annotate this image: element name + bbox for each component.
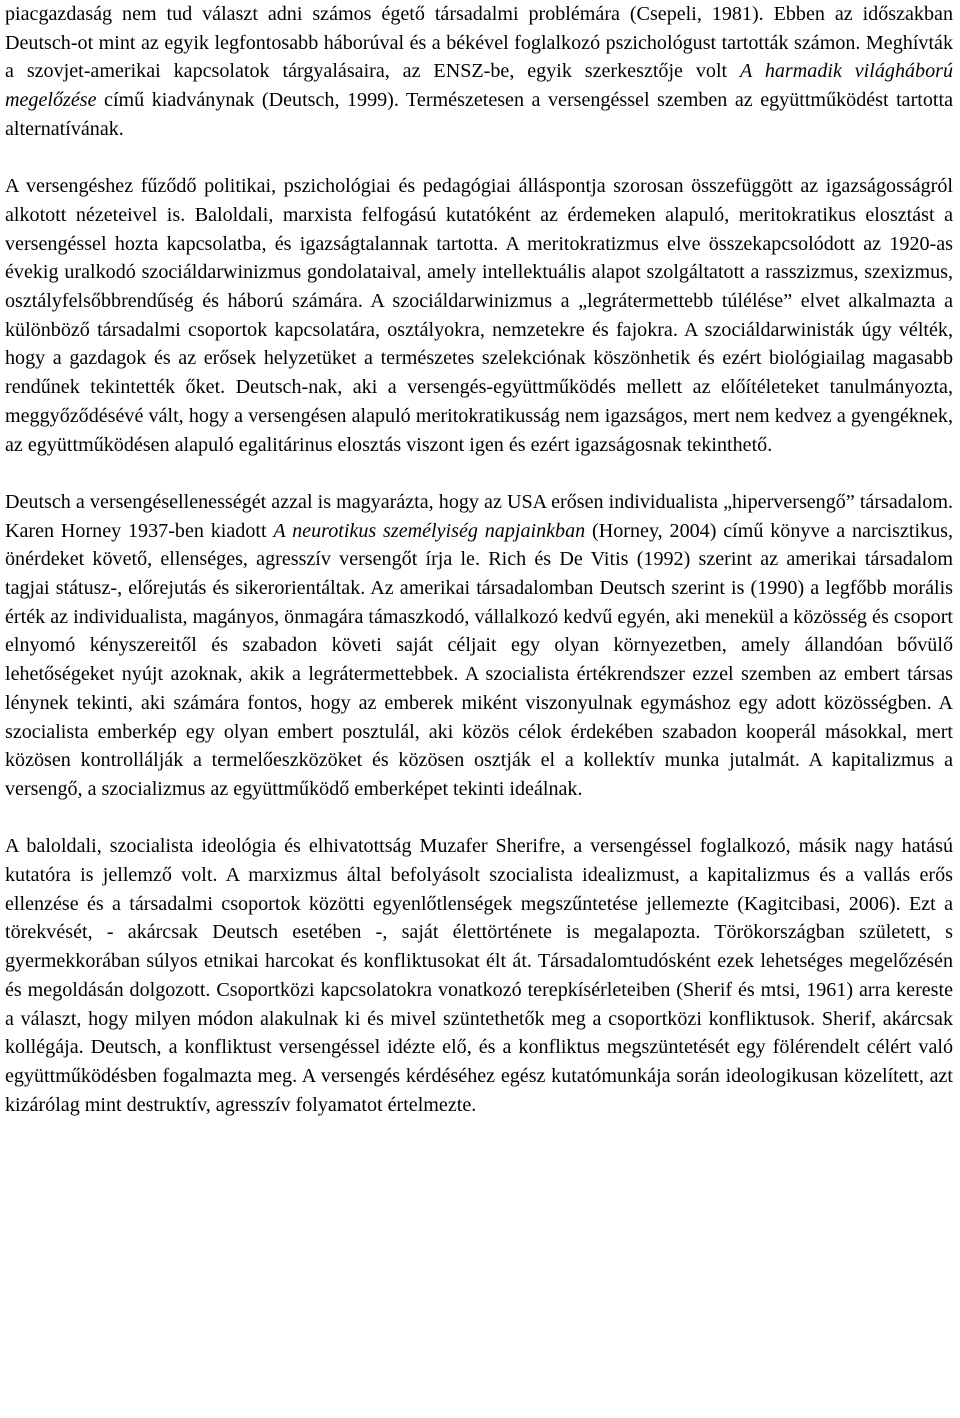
book-title-italic: A neurotikus személyiség napjainkban — [273, 519, 586, 542]
paragraph-spacer — [5, 804, 953, 833]
paragraph-spacer — [5, 144, 953, 173]
paragraph-1-text-a: piacgazdaság nem tud választ adni számos égető társadalmi problémára (Csepeli, 1981). Ebben az időszakban Deutsch-ot mint az egyik legfontosabb háborúval és a békével foglalkozó pszichológust tartották számon. Meghívták a szovjet-amerikai kapcsolatok tárgyalásaira, az ENSZ-be, egyik szerkesztője volt — [5, 3, 953, 83]
paragraph-3-text-b: (Horney, 2004) című könyve a narcisztikus, önérdeket követő, ellenséges, agresszív versengőt írja le. Rich és De Vitis (1992) szerint az amerikai társadalom tagjai státusz-, előrejutás és sikerorientáltak. Az amerikai társadalomban Deutsch szerint is (1990) a legfőbb morális érték az individualista, magányos, önmagára támaszkodó, vállalkozó kedvű egyén, aki menekül a közösség és csoport elnyomó kényszereitől és szabadon követi saját céljait egy olyan környezetben, amely állandóan bővülő lehetőségeket nyújt azoknak, akik a legrátermettebbek. A szocialista értékrendszer ezzel szemben az embert társas lénynek tekinti, aki számára fontos, hogy az emberek miként viszonyulnak egymáshoz egy adott közösségben. A szocialista emberkép egy olyan embert posztulál, aki közös célok érdekében szabadon kooperál másokkal, mert közösen kontrollálják a termelőeszközöket és közösen osztják el a kollektív munka jutalmát. A kapitalizmus a versengő, a szocializmus az együttműködő emberképet tekinti ideálnak. — [5, 519, 953, 800]
paragraph-4-text: A baloldali, szocialista ideológia és elhivatottság Muzafer Sherifre, a versengéssel foglalkozó, másik nagy hatású kutatóra is jellemző volt. A marxizmus által befolyásolt szocialista idealizmust, a kapitalizmus és a vallás erős ellenzése és a társadalmi csoportok közötti egyenlőtlenségek megszűntetése jellemezte (Kagitcibasi, 2006). Ezt a törekvését, - akárcsak Deutsch esetében -, saját élettörténete is megalapozta. Törökországban született, s gyermekkorában súlyos etnikai harcokat és konfliktusokat élt át. Társadalomtudósként ezek lehetséges megelőzésén és megoldásán dolgozott. Csoportközi kapcsolatokra vonatkozó terepkísérleteiben (Sherif és mtsi, 1961) arra kereste a választ, hogy milyen módon alakulnak ki és mivel szüntethetők meg a csoportközi konfliktusok. Sherif, akárcsak kollégája. Deutsch, a konfliktust versengéssel idézte elő, és a konfliktus megszüntetését egy fölérendelt célért való együttműködésben fogalmazta meg. A versengés kérdéséhez egész kutatómunkája során ideologikusan közelített, azt kizárólag mint destruktív, agresszív folyamatot értelmezte. — [5, 835, 953, 1116]
paragraph-3 — [5, 488, 953, 804]
paragraph-3-text-a: Deutsch a versengésellenességét azzal is magyarázta, hogy az USA erősen individualista „hiperversengő” társadalom. Karen Horney 1937-ben kiadott — [5, 490, 953, 542]
book-title-italic: A harmadik világháború megelőzése — [5, 60, 953, 112]
paragraph-2-text: A versengéshez fűződő politikai, pszichológiai és pedagógiai álláspontja szorosan összefüggött az igazságosságról alkotott nézeteivel is. Baloldali, marxista felfogású kutatóként az érdemeken alapuló, meritokratikus elosztást a versengéssel hozta kapcsolatba, és igazságtalannak tartotta. A meritokratizmus elve összekapcsolódott az 1920-as évekig uralkodó szociáldarwinizmus gondolataival, amely intellektuális alapot szolgáltatott a rasszizmus, szexizmus, osztályfelsőbbrendűség és háború számára. A szociáldarwinizmus a „legrátermettebb túlélése” elvet alkalmazta a különböző társadalmi csoportok kapcsolatára, osztályokra, nemzetekre és fajokra. A szociáldarwinisták úgy vélték, hogy a gazdagok és az erősek helyzetüket a természetes szelekciónak köszönhetik és ezért biológiailag magasabb rendűnek tekintették őket. Deutsch-nak, aki a versengés-együttműködés mellett az előítéleteket tanulmányozta, meggyőződésévé vált, hogy a versengésen alapuló meritokratikusság nem igazságos, mert nem kedvez a gyengéknek, az együttműködésen alapuló egalitárinus elosztás viszont igen és ezért igazságosnak tekinthető. — [5, 175, 953, 456]
document-page — [5, 0, 953, 1119]
paragraph-2 — [5, 172, 953, 459]
paragraph-4 — [5, 832, 953, 1119]
paragraph-1 — [5, 0, 953, 144]
paragraph-1-text-b: című kiadványnak (Deutsch, 1999). Természetesen a versengéssel szemben az együttműködést tartotta alternatívának. — [5, 89, 953, 140]
paragraph-spacer — [5, 459, 953, 488]
